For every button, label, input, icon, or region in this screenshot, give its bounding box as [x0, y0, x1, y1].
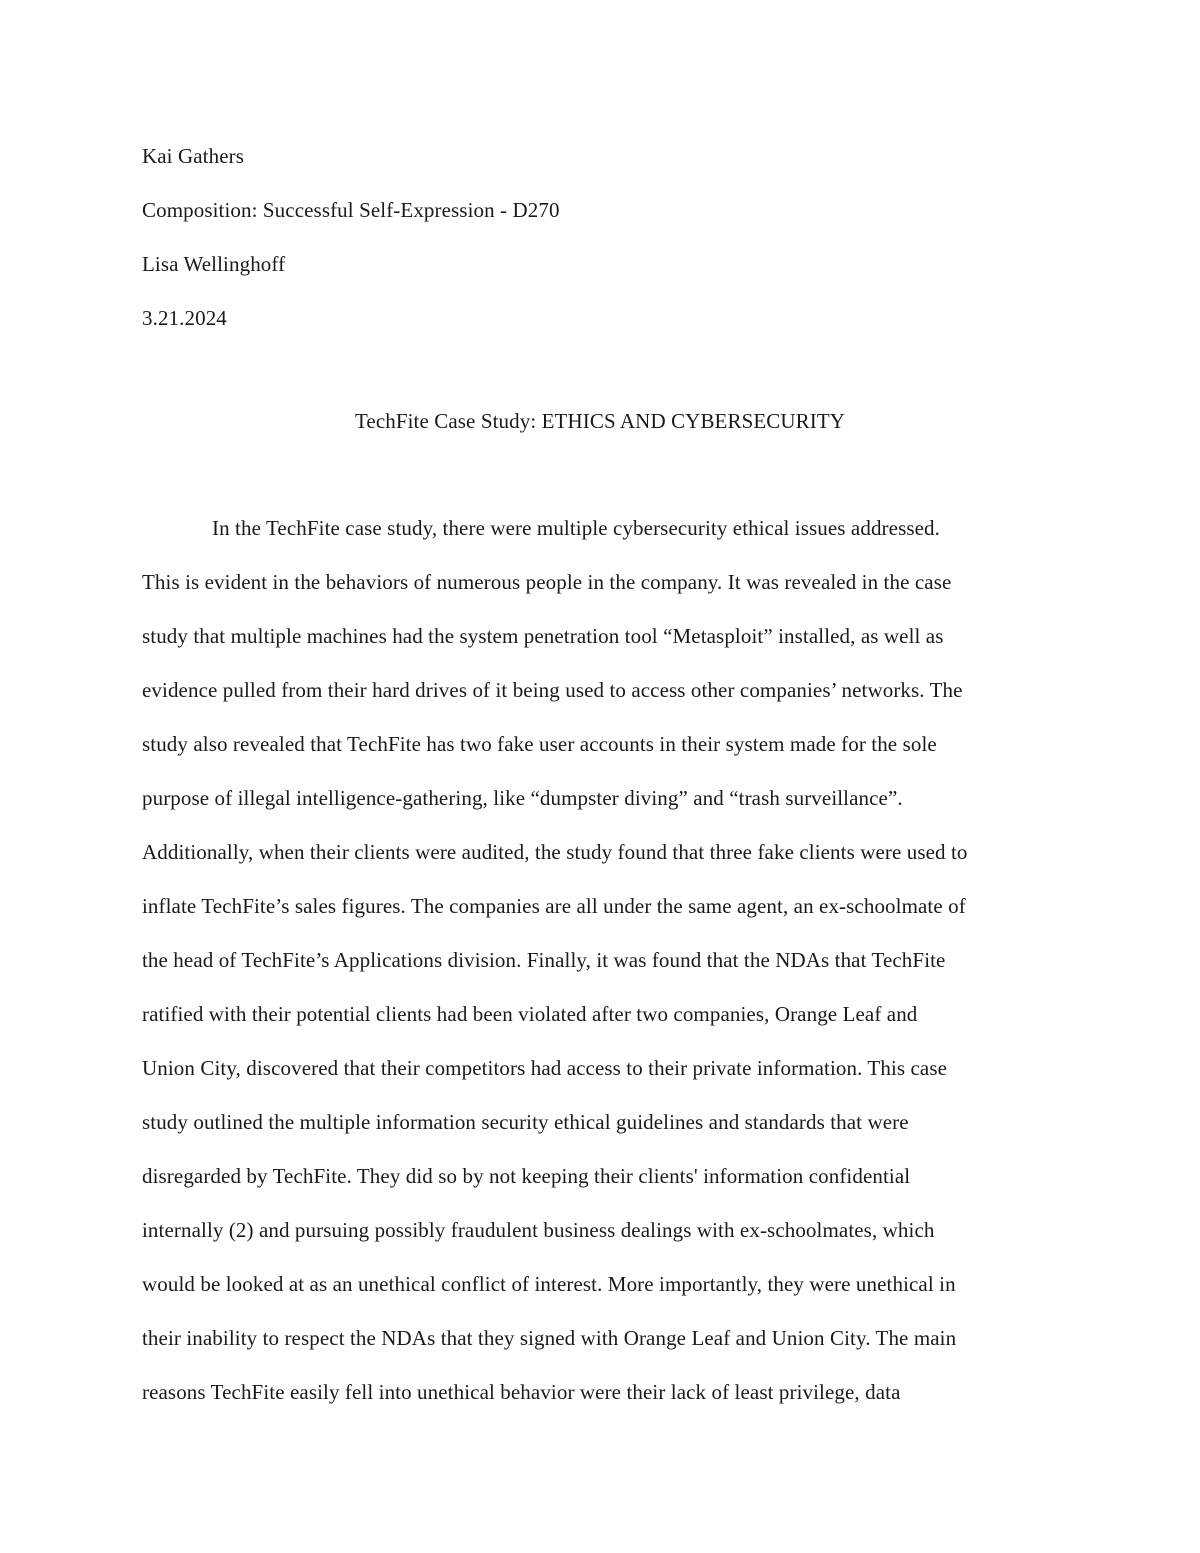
body-line: internally (2) and pursuing possibly fraudulent business dealings with ex-schoolmates, which	[142, 1218, 935, 1242]
body-line: inflate TechFite’s sales figures. The companies are all under the same agent, an ex-schoolmate of	[142, 894, 966, 918]
body-line: Union City, discovered that their competitors had access to their private information. This case	[142, 1056, 948, 1080]
body-line: study outlined the multiple information security ethical guidelines and standards that were	[142, 1110, 909, 1134]
body-line: study also revealed that TechFite has two fake user accounts in their system made for the sole	[142, 732, 937, 756]
document-date: 3.21.2024	[142, 306, 227, 330]
body-line: reasons TechFite easily fell into unethical behavior were their lack of least privilege, data	[142, 1380, 901, 1404]
body-line: the head of TechFite’s Applications division. Finally, it was found that the NDAs that TechFite	[142, 948, 946, 972]
body-line: study that multiple machines had the system penetration tool “Metasploit” installed, as well as	[142, 624, 944, 648]
body-line: would be looked at as an unethical conflict of interest. More importantly, they were unethical in	[142, 1272, 956, 1296]
body-line: Additionally, when their clients were audited, the study found that three fake clients were used to	[142, 840, 968, 864]
body-line: In the TechFite case study, there were multiple cybersecurity ethical issues addressed.	[212, 516, 940, 540]
body-line: This is evident in the behaviors of numerous people in the company. It was revealed in the case	[142, 570, 952, 594]
body-line: purpose of illegal intelligence-gathering, like “dumpster diving” and “trash surveillance”.	[142, 786, 903, 810]
author-name: Kai Gathers	[142, 144, 244, 168]
document-title: TechFite Case Study: ETHICS AND CYBERSECURITY	[354, 409, 846, 433]
instructor-name: Lisa Wellinghoff	[142, 252, 286, 276]
body-line: evidence pulled from their hard drives of it being used to access other companies’ networks. The	[142, 678, 963, 702]
body-line: their inability to respect the NDAs that they signed with Orange Leaf and Union City. The main	[142, 1326, 957, 1350]
body-line: disregarded by TechFite. They did so by not keeping their clients' information confidential	[142, 1164, 911, 1188]
body-line: ratified with their potential clients had been violated after two companies, Orange Leaf and	[142, 1002, 918, 1026]
course-name: Composition: Successful Self-Expression - D270	[142, 198, 560, 222]
